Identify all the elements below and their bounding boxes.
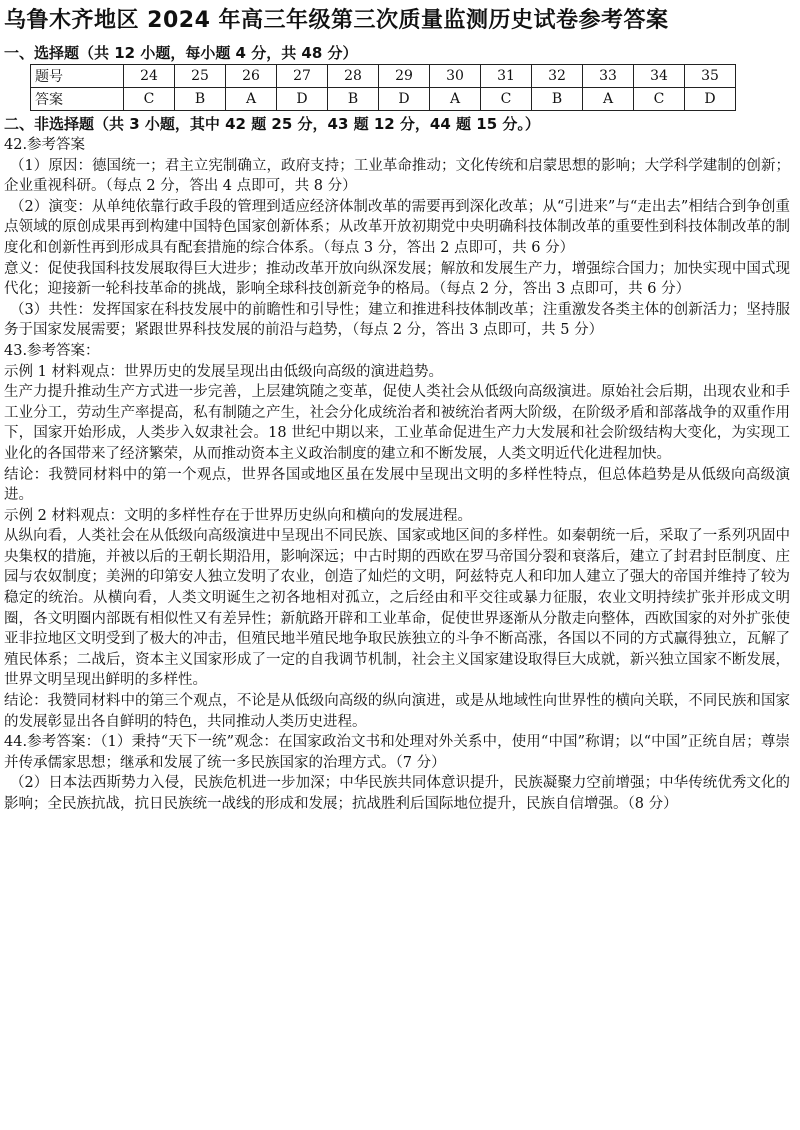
q43-heading: 43.参考答案： bbox=[4, 342, 100, 359]
answer-letter: B bbox=[328, 88, 379, 111]
answer-letter: A bbox=[583, 88, 634, 111]
q43-example2-conclusion: 结论：我赞同材料中的第三个观点，不论是从低级向高级的纵向演进，或是从地域性向世界性的横向关联，不同民族和国家的发展彰显出各自鲜明的特色，共同推动人类历史进程。 bbox=[4, 693, 790, 730]
document-title: 乌鲁木齐地区 2024 年高三年级第三次质量监测历史试卷参考答案 bbox=[4, 8, 669, 33]
q42-part1: （1）原因：德国统一；君主立宪制确立，政府支持；工业革命推动；文化传统和启蒙思想的影响；大学科学建制的创新；企业重视科研。（每点 2 分，答出 4 点即可，共 8 分） bbox=[4, 157, 790, 195]
q43-example2-viewpoint: 示例 2 材料观点：文明的多样性存在于世界历史纵向和横向的发展进程。 bbox=[4, 507, 472, 524]
q43-example1-body: 生产力提升推动生产方式进一步完善，上层建筑随之变革，促使人类社会从低级向高级演进。原始社会后期，出现农业和手工业分工，劳动生产率提高，私有制随之产生，社会分化成统治者和被统治者两大阶级，在阶级矛盾和部落战争的双重作用下，国家开始形成，人类步入奴隶社会。18 世纪中期以来，工业革命促进生产力大发展和社会阶级结构大变化，为实现工业化的各国带来了经济繁荣，从而推动资本主义政治制度的建立和不断发展，人类文明近代化进程加快。 bbox=[4, 384, 790, 462]
question-number: 28 bbox=[328, 65, 379, 88]
question-number: 30 bbox=[430, 65, 481, 88]
row-label-answer: 答案 bbox=[31, 88, 124, 111]
q42-part2-significance: 意义：促使我国科技发展取得巨大进步；推动改革开放向纵深发展；解放和发展生产力，增强综合国力；加快实现中国式现代化；迎接新一轮科技革命的挑战，影响全球科技创新竞争的格局。（每点 2 分，答出 3 点即可，共 6 分） bbox=[4, 260, 790, 298]
question-number: 26 bbox=[226, 65, 277, 88]
q42-heading: 42.参考答案 bbox=[4, 137, 86, 153]
answer-letter: D bbox=[685, 88, 736, 111]
answer-letter: A bbox=[226, 88, 277, 111]
q44-part2: （2）日本法西斯势力入侵，民族危机进一步加深；中华民族共同体意识提升，民族凝聚力空前增强；中华传统优秀文化的影响；全民族抗战，抗日民族统一战线的形成和发展；抗战胜利后国际地位提升，民族自信增强。（8 分） bbox=[4, 775, 790, 812]
question-number: 32 bbox=[532, 65, 583, 88]
answer-letter: D bbox=[379, 88, 430, 111]
question-number: 27 bbox=[277, 65, 328, 88]
q44-part1: 44.参考答案：（1）秉持“天下一统”观念：在国家政治文书和处理对外关系中，使用“中国”称谓；以“中国”正统自居；尊崇并传承儒家思想；继承和发展了统一多民族国家的治理方式。（7 分） bbox=[4, 734, 790, 771]
q42-part3: （3）共性：发挥国家在科技发展中的前瞻性和引导性；建立和推进科技体制改革；注重激发各类主体的创新活力；坚持服务于国家发展需要；紧跟世界科技发展的前沿与趋势，（每点 2 分，答出 3 点即可，共 5 分） bbox=[4, 301, 790, 339]
answer-letter: C bbox=[124, 88, 175, 111]
question-number: 35 bbox=[685, 65, 736, 88]
q43-example1-conclusion: 结论：我赞同材料中的第一个观点，世界各国或地区虽在发展中呈现出文明的多样性特点，但总体趋势是从低级向高级演进。 bbox=[4, 466, 790, 504]
question-number: 33 bbox=[583, 65, 634, 88]
answer-table bbox=[30, 64, 736, 111]
question-number: 31 bbox=[481, 65, 532, 88]
answer-letter: B bbox=[532, 88, 583, 111]
q43-example2-body: 从纵向看，人类社会在从低级向高级演进中呈现出不同民族、国家或地区间的多样性。如秦朝统一后，采取了一系列巩固中央集权的措施，并被以后的王朝长期沿用，影响深远；中古时期的西欧在罗马帝国分裂和衰落后，建立了封君封臣制度、庄园与农奴制度；美洲的印第安人独立发明了农业，创造了灿烂的文明，阿兹特克人和印加人建立了强大的帝国并维持了较为稳定的统治。从横向看，人类文明诞生之初各地相对孤立，之后经由和平交往或暴力征服，农业文明持续扩张并形成文明圈，各文明圈内部既有相似性又有差异性；新航路开辟和工业革命，促使世界逐渐从分散走向整体，西欧国家的对外扩张使亚非拉地区文明受到了极大的冲击，但殖民地半殖民地争取民族独立的斗争不断高涨，各国以不同的方式赢得独立，瓦解了殖民体系；二战后，资本主义国家形成了一定的自我调节机制，社会主义国家建设取得巨大成就，新兴独立国家不断发展，世界文明呈现出鲜明的多样性。 bbox=[4, 528, 790, 689]
question-number: 29 bbox=[379, 65, 430, 88]
question-number: 34 bbox=[634, 65, 685, 88]
q42-part2-evolution: （2）演变：从单纯依靠行政手段的管理到适应经济体制改革的需要再到深化改革；从“引进来”与“走出去”相结合到争创重点领域的原创成果再到构建中国特色国家创新体系；从改革开放初期党中央明确科技体制改革的重要性到科技体制改革的制度化和创新性再到形成具有配套措施的综合体系。（每点 3 分，答出 2 点即可，共 6 分） bbox=[4, 198, 790, 256]
row-label-number: 题号 bbox=[31, 65, 124, 88]
answer-row bbox=[31, 88, 736, 111]
question-number: 24 bbox=[124, 65, 175, 88]
question-number-row bbox=[31, 65, 736, 88]
section2-heading: 二、非选择题（共 3 小题，其中 42 题 25 分，43 题 12 分，44 题 15 分。） bbox=[4, 115, 540, 133]
answer-letter: B bbox=[175, 88, 226, 111]
answer-letter: A bbox=[430, 88, 481, 111]
answer-letter: D bbox=[277, 88, 328, 111]
answer-letter: C bbox=[481, 88, 532, 111]
q43-example1-viewpoint: 示例 1 材料观点：世界历史的发展呈现出由低级向高级的演进趋势。 bbox=[4, 363, 443, 380]
section1-heading: 一、选择题（共 12 小题，每小题 4 分，共 48 分） bbox=[4, 44, 358, 62]
answer-letter: C bbox=[634, 88, 685, 111]
question-number: 25 bbox=[175, 65, 226, 88]
